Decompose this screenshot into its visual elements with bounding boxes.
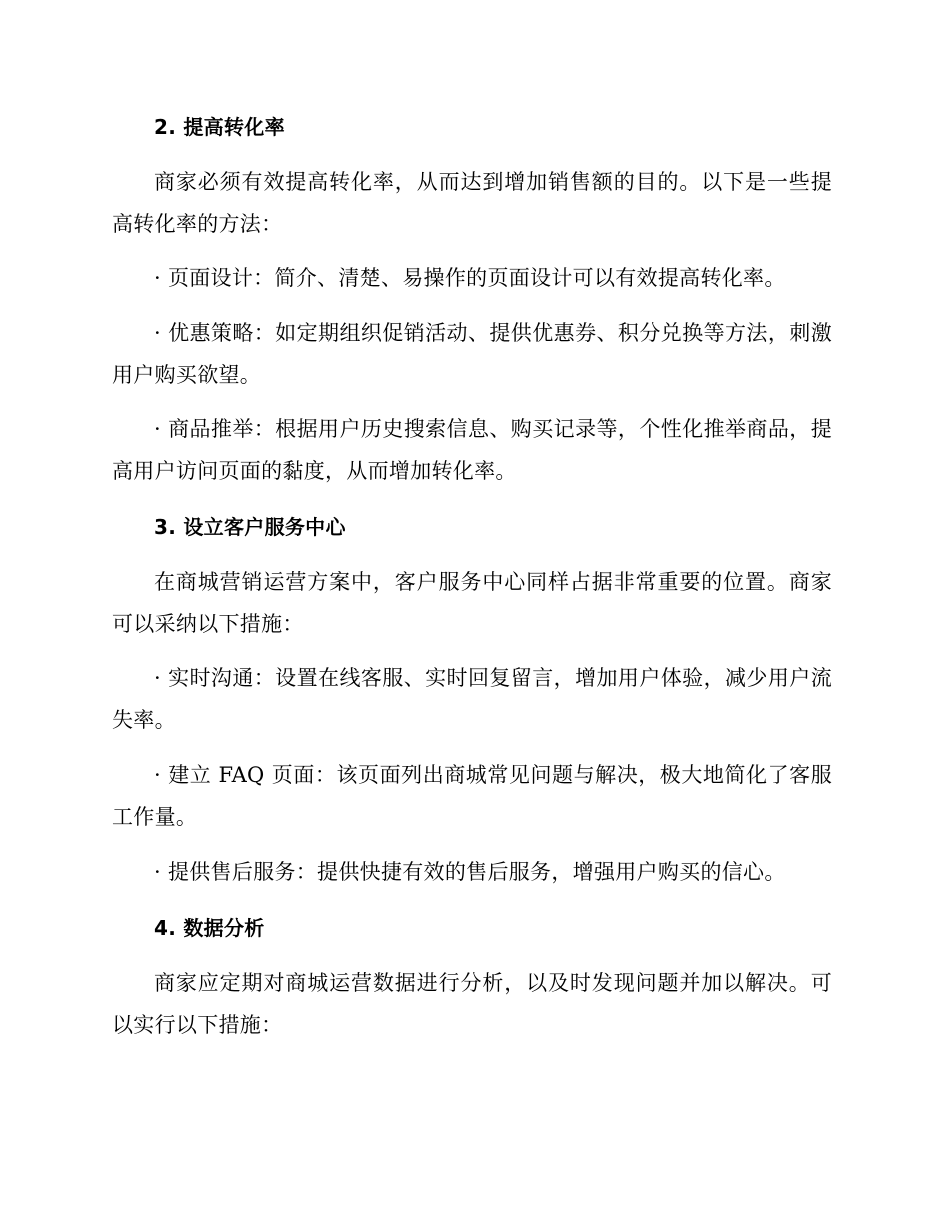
section-intro-customer-service: 在商城营销运营方案中，客户服务中心同样占据非常重要的位置。商家可以采纳以下措施： <box>112 570 832 636</box>
list-item-page-design: · 页面设计：简介、清楚、易操作的页面设计可以有效提高转化率。 <box>154 266 786 290</box>
section-heading-customer-service: 3. 设立客户服务中心 <box>154 515 346 539</box>
section-heading-conversion: 2. 提高转化率 <box>154 115 285 139</box>
section-intro-conversion: 商家必须有效提高转化率，从而达到增加销售额的目的。以下是一些提高转化率的方法： <box>112 170 832 236</box>
list-item-realtime-communication: · 实时沟通：设置在线客服、实时回复留言，增加用户体验，减少用户流失率。 <box>112 666 832 732</box>
list-item-product-recommendation: · 商品推举：根据用户历史搜索信息、购买记录等，个性化推举商品，提高用户访问页面的黏度，从而增加转化率。 <box>112 417 832 483</box>
list-item-faq-page: · 建立 FAQ 页面：该页面列出商城常见问题与解决，极大地简化了客服工作量。 <box>112 763 832 829</box>
list-item-after-sales: · 提供售后服务：提供快捷有效的售后服务，增强用户购买的信心。 <box>154 860 786 884</box>
section-intro-data-analysis: 商家应定期对商城运营数据进行分析，以及时发现问题并加以解决。可以实行以下措施： <box>112 971 832 1037</box>
list-item-discount-strategy: · 优惠策略：如定期组织促销活动、提供优惠券、积分兑换等方法，刺激用户购买欲望。 <box>112 321 832 387</box>
section-heading-data-analysis: 4. 数据分析 <box>154 916 265 940</box>
